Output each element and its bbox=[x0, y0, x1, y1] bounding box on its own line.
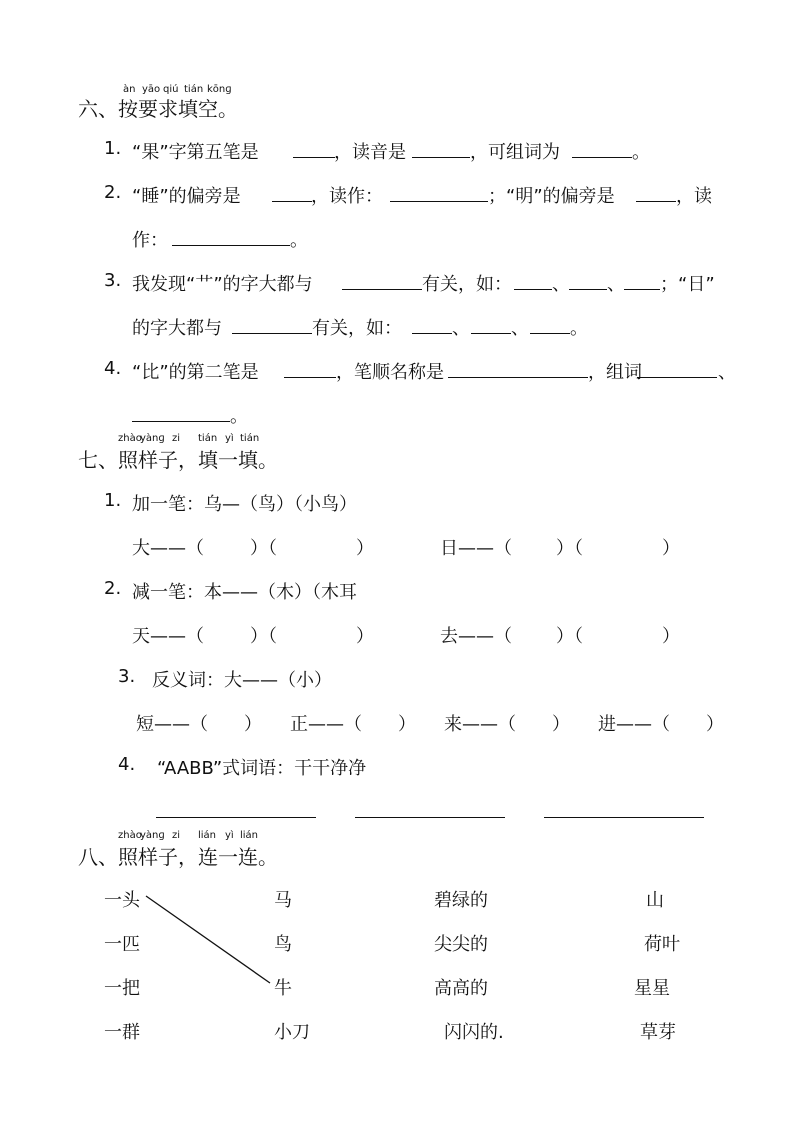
q7-3-row-4: ） bbox=[398, 714, 416, 735]
q7-2-row-e: ）（ bbox=[556, 626, 583, 647]
q7-3-row-8: ） bbox=[706, 714, 724, 735]
measure-word-4[interactable]: 一群 bbox=[104, 1022, 140, 1043]
pinyin-zhao: zhào bbox=[118, 433, 142, 444]
q6-3-text-f: 。 bbox=[570, 318, 588, 339]
noun-2[interactable]: 鸟 bbox=[274, 934, 292, 955]
q6-2-text-e: 作： bbox=[132, 230, 168, 251]
q7-3-row-2: ） bbox=[244, 714, 262, 735]
pinyin-zi: zi bbox=[172, 830, 181, 841]
q6-4-text-e: 。 bbox=[230, 406, 248, 427]
q6-2-text-f: 。 bbox=[290, 230, 308, 251]
q6-4-text-d: 、 bbox=[718, 362, 736, 383]
q6-3-text-e: 有关，如： bbox=[312, 318, 402, 339]
pinyin-lian-2: lián bbox=[240, 830, 259, 841]
section-6-title: 六、按要求填空。 bbox=[78, 97, 238, 121]
q6-2-text-b: ，读作： bbox=[311, 186, 383, 207]
q7-1-row-e: ）（ bbox=[556, 538, 583, 559]
q7-1-text: 加一笔：乌—（鸟）（小鸟） bbox=[132, 494, 357, 515]
pinyin-zi: zi bbox=[172, 433, 181, 444]
q6-3-text-d: 的字大都与 bbox=[132, 318, 222, 339]
q7-3-row-6: ） bbox=[552, 714, 570, 735]
q6-3-text-b: 有关，如： bbox=[422, 274, 512, 295]
q6-3-sep-2: 、 bbox=[607, 274, 625, 295]
pinyin-tian-2: tián bbox=[240, 433, 260, 444]
q6-1-text-d: 。 bbox=[632, 142, 650, 163]
measure-word-3[interactable]: 一把 bbox=[104, 978, 140, 999]
q6-3-sep-4: 、 bbox=[511, 318, 529, 339]
q7-2-row-f: ） bbox=[662, 626, 680, 647]
q6-1-text-b: ，读音是 bbox=[334, 142, 406, 163]
object-3[interactable]: 星星 bbox=[634, 978, 670, 999]
pinyin-tian-1: tián bbox=[198, 433, 218, 444]
q7-3-row-5: 来——（ bbox=[444, 714, 516, 735]
q7-2-row-d: 去——（ bbox=[440, 626, 512, 647]
adjective-4[interactable]: 闪闪的. bbox=[444, 1022, 504, 1043]
q7-4-number: 4. bbox=[118, 754, 136, 775]
q6-4-text-c: ，组词 bbox=[588, 362, 642, 383]
q7-2-text: 减一笔：本——（木）（木耳 bbox=[132, 582, 357, 603]
pinyin-kong: kōnɡ bbox=[207, 84, 232, 95]
q7-1-row-d: 日——（ bbox=[440, 538, 512, 559]
pinyin-yang: yànɡ bbox=[140, 433, 165, 444]
q7-4-text: “AABB”式词语：干干净净 bbox=[157, 758, 367, 779]
pinyin-qiu: qiú bbox=[163, 84, 179, 95]
q6-3-number: 3. bbox=[104, 270, 122, 291]
pinyin-yang: yànɡ bbox=[140, 830, 165, 841]
noun-4[interactable]: 小刀 bbox=[274, 1022, 310, 1043]
q6-4-text-a: “比”的第二笔是 bbox=[132, 362, 259, 383]
measure-word-2[interactable]: 一匹 bbox=[104, 934, 140, 955]
q6-3-sep-1: 、 bbox=[552, 274, 570, 295]
q7-2-number: 2. bbox=[104, 578, 122, 599]
q6-2-text-c: ；“明”的偏旁是 bbox=[488, 186, 615, 207]
section-7-title: 七、照样子，填一填。 bbox=[78, 448, 278, 472]
noun-3[interactable]: 牛 bbox=[274, 978, 292, 999]
q7-1-row-b: ）（ bbox=[250, 538, 277, 559]
pinyin-yi: yì bbox=[225, 830, 234, 841]
pinyin-yao: yāo bbox=[142, 84, 161, 95]
pinyin-tian: tián bbox=[184, 84, 204, 95]
q7-1-row-a: 大——（ bbox=[132, 538, 204, 559]
q6-3-sep-3: 、 bbox=[452, 318, 470, 339]
pinyin-yi: yì bbox=[225, 433, 234, 444]
pinyin-lian-1: lián bbox=[198, 830, 217, 841]
q7-1-row-c: ） bbox=[356, 538, 374, 559]
q6-2-text-d: ，读 bbox=[676, 186, 712, 207]
pinyin-zhao: zhào bbox=[118, 830, 142, 841]
q7-3-row-1: 短——（ bbox=[136, 714, 208, 735]
q6-1-text-c: ，可组词为 bbox=[470, 142, 560, 163]
q7-1-row-f: ） bbox=[662, 538, 680, 559]
section-8-title: 八、照样子，连一连。 bbox=[78, 845, 278, 869]
adjective-1[interactable]: 碧绿的 bbox=[434, 890, 488, 911]
adjective-2[interactable]: 尖尖的 bbox=[434, 934, 488, 955]
measure-word-1[interactable]: 一头 bbox=[104, 890, 140, 911]
q7-2-row-b: ）（ bbox=[250, 626, 277, 647]
q6-3-text-c: ；“日” bbox=[660, 274, 715, 295]
q6-2-text-a: “睡”的偏旁是 bbox=[132, 186, 241, 207]
object-4[interactable]: 草芽 bbox=[640, 1022, 676, 1043]
noun-1[interactable]: 马 bbox=[274, 890, 292, 911]
q6-1-text-a: “果”字第五笔是 bbox=[132, 142, 259, 163]
q7-3-number: 3. bbox=[118, 666, 136, 687]
q7-3-row-7: 进——（ bbox=[598, 714, 670, 735]
q6-2-number: 2. bbox=[104, 182, 122, 203]
q6-1-number: 1. bbox=[104, 138, 122, 159]
q6-4-text-b: ，笔顺名称是 bbox=[336, 362, 444, 383]
q6-3-text-a: 我发现“艹”的字大都与 bbox=[132, 274, 313, 295]
q6-4-number: 4. bbox=[104, 358, 122, 379]
q7-2-row-c: ） bbox=[356, 626, 374, 647]
object-1[interactable]: 山 bbox=[646, 890, 664, 911]
q7-3-row-3: 正——（ bbox=[290, 714, 362, 735]
pinyin-an: àn bbox=[123, 84, 136, 95]
object-2[interactable]: 荷叶 bbox=[644, 934, 680, 955]
adjective-3[interactable]: 高高的 bbox=[434, 978, 488, 999]
q7-2-row-a: 天——（ bbox=[132, 626, 204, 647]
q7-1-number: 1. bbox=[104, 490, 122, 511]
q7-3-text: 反义词：大——（小） bbox=[152, 670, 332, 691]
